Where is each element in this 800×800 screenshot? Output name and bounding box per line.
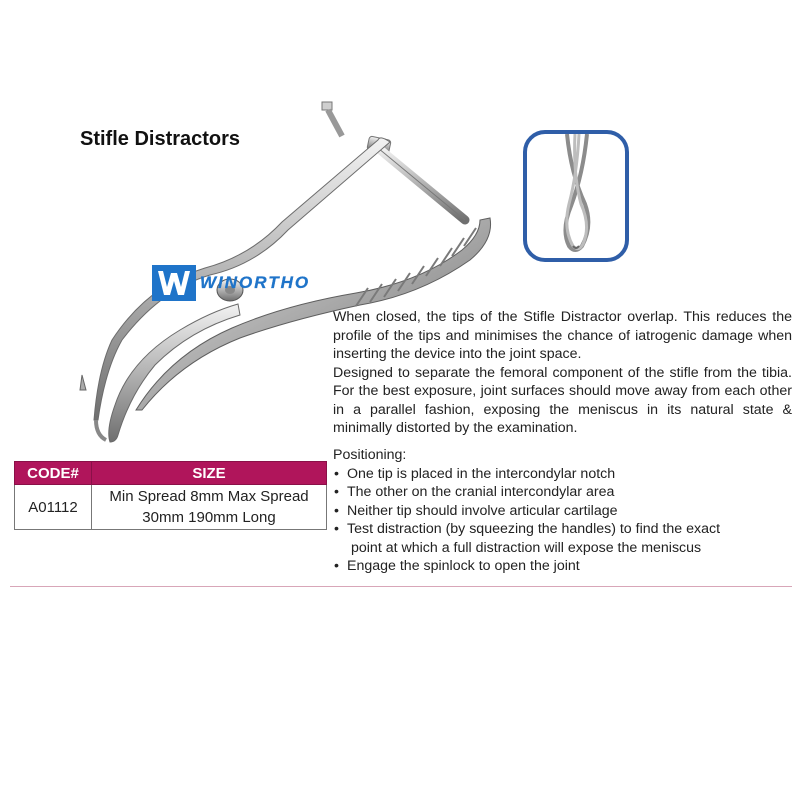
size-line: Min Spread 8mm Max Spread [109, 488, 309, 505]
description-paragraph: Designed to separate the femoral component of the stifle from the tibia. For the best exposure, joint surfaces should move away from each other in a parallel fashion, exposing the meniscus in its natural state & minimally distorted by the examination. [333, 364, 792, 436]
description-paragraph: When closed, the tips of the Stifle Distractor overlap. This reduces the profile of the tips and minimises the chance of iatrogenic damage when inserting the device into the joint space. [333, 309, 792, 362]
spinlock-bar [322, 102, 465, 220]
code-header: CODE# [15, 462, 92, 485]
logo-text: WINORTHO [200, 273, 311, 292]
list-item: • Engage the spinlock to open the joint [334, 558, 580, 574]
positioning-section [333, 446, 792, 576]
list-item-continuation: point at which a full distraction will expose the meniscus [351, 539, 702, 556]
positioning-heading: Positioning: [333, 447, 407, 463]
tips-overlap-detail-image [523, 130, 629, 262]
table-row [15, 485, 327, 530]
brand-logo [152, 265, 310, 301]
list-item: • One tip is placed in the intercondylar notch [334, 465, 616, 482]
list-item: • The other on the cranial intercondylar area [334, 484, 615, 500]
size-line: 30mm 190mm Long [142, 509, 276, 526]
product-code: A01112 [15, 485, 92, 530]
size-header: SIZE [92, 462, 327, 485]
divider [10, 586, 792, 587]
product-description [333, 308, 792, 438]
spec-table [14, 461, 327, 530]
positioning-list [333, 465, 792, 576]
product-title: Stifle Distractors [80, 128, 241, 150]
winortho-logo-icon [152, 265, 196, 301]
table-header-row [15, 462, 327, 485]
list-item: • Test distraction (by squeezing the handles) to find the exact [334, 521, 721, 537]
product-size [92, 485, 327, 530]
list-item: • Neither tip should involve articular cartilage [334, 502, 618, 519]
